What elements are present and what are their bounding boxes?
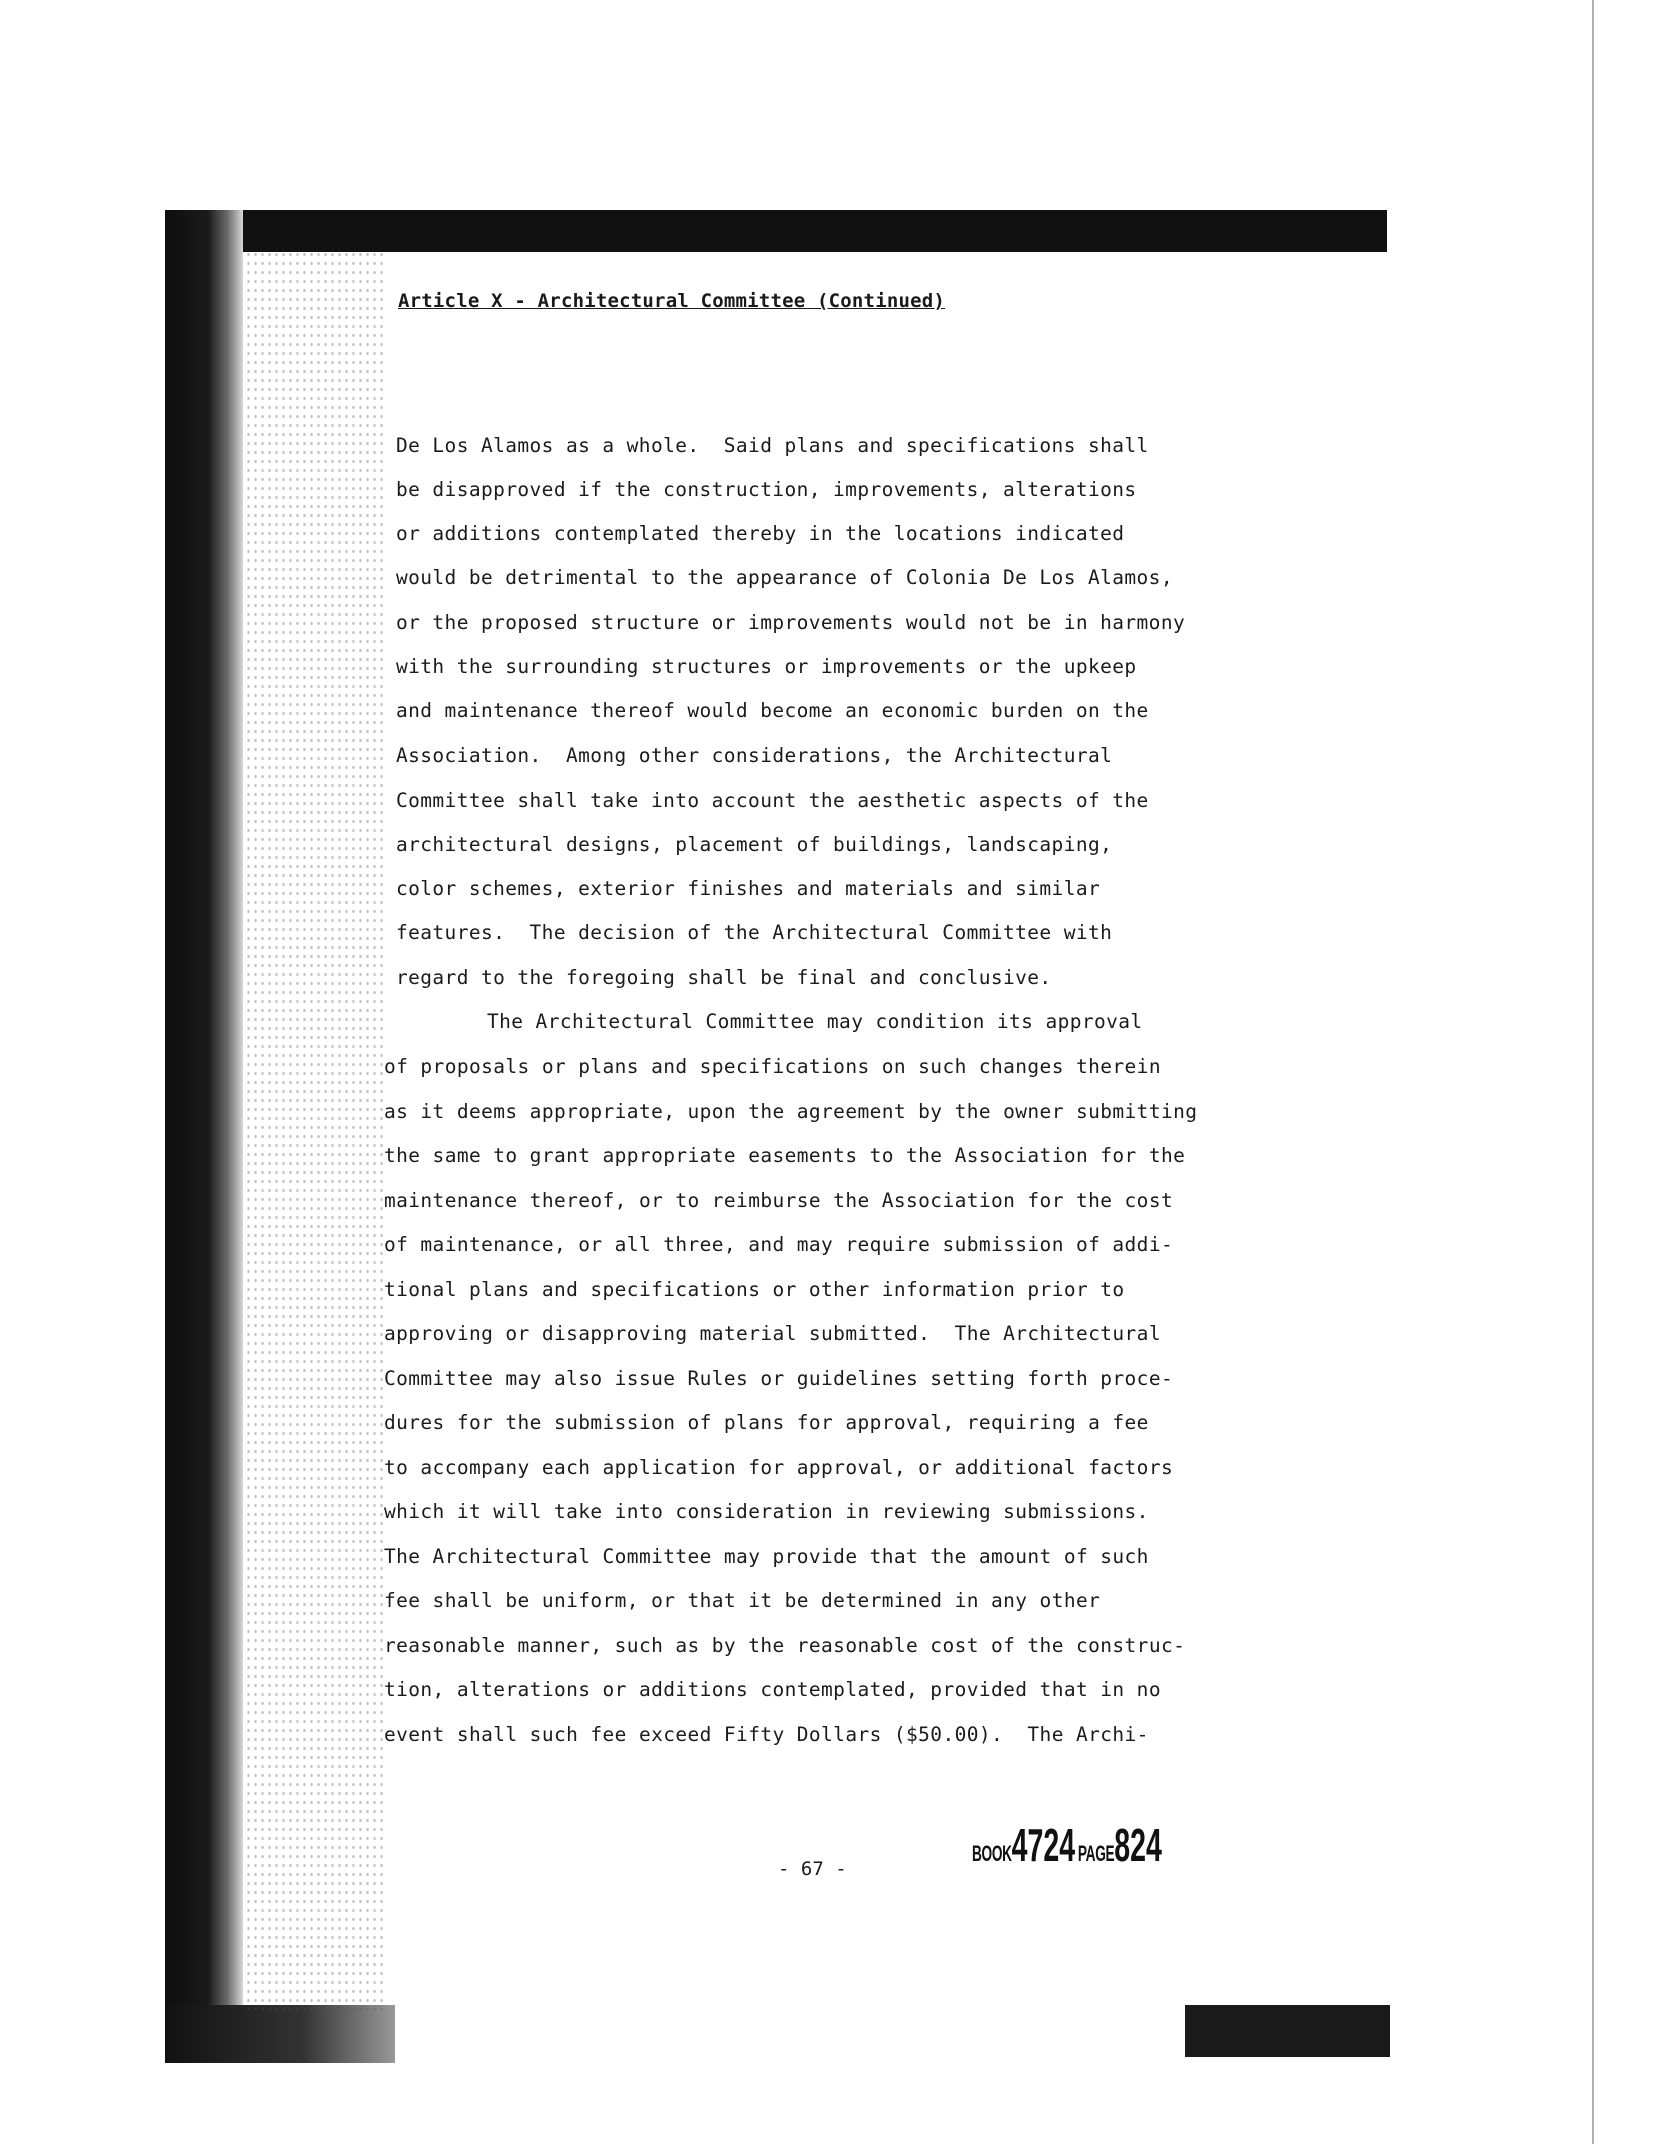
text-line: reasonable manner, such as by the reasonable cost of the construc- [384, 1634, 1186, 1657]
text-line: of proposals or plans and specifications on such changes therein [384, 1055, 1161, 1078]
text-line: the same to grant appropriate easements to the Association for the [384, 1144, 1186, 1167]
text-line: Association. Among other considerations, the Architectural [396, 744, 1113, 767]
text-line: regard to the foregoing shall be final and conclusive. [396, 966, 1052, 989]
text-line: tional plans and specifications or other information prior to [384, 1278, 1125, 1301]
text-line: maintenance thereof, or to reimburse the Association for the cost [384, 1189, 1174, 1212]
text-line: fee shall be uniform, or that it be determined in any other [384, 1589, 1101, 1612]
text-line: Committee shall take into account the aesthetic aspects of the [396, 789, 1149, 812]
text-line: tion, alterations or additions contemplated, provided that in no [384, 1678, 1161, 1701]
text-line: event shall such fee exceed Fifty Dollars ($50.00). The Archi- [384, 1723, 1149, 1746]
text-line: dures for the submission of plans for approval, requiring a fee [384, 1411, 1149, 1434]
text-line: to accompany each application for approval, or additional factors [384, 1456, 1174, 1479]
text-line: as it deems appropriate, upon the agreement by the owner submitting [384, 1100, 1198, 1123]
stamp-page-number: 824 [1114, 1819, 1162, 1871]
stamp-page-label: PAGE [1077, 1841, 1115, 1866]
text-line: or additions contemplated thereby in the locations indicated [396, 522, 1125, 545]
text-line: approving or disapproving material submitted. The Architectural [384, 1322, 1161, 1345]
stamp-book-label: BOOK [972, 1841, 1012, 1866]
text-line: and maintenance thereof would become an economic burden on the [396, 699, 1149, 722]
stamp-book-number: 4724 [1011, 1819, 1076, 1871]
text-line: features. The decision of the Architectural Committee with [396, 921, 1113, 944]
text-line: De Los Alamos as a whole. Said plans and specifications shall [396, 434, 1149, 457]
article-heading: Article X - Architectural Committee (Continued) [398, 290, 946, 312]
recording-stamp [972, 1818, 1162, 1872]
page-number: - 67 - [778, 1858, 847, 1880]
text-line: architectural designs, placement of buildings, landscaping, [396, 833, 1113, 856]
text-line: or the proposed structure or improvements would not be in harmony [396, 611, 1186, 634]
text-line: be disapproved if the construction, improvements, alterations [396, 478, 1137, 501]
text-line: color schemes, exterior finishes and materials and similar [396, 877, 1101, 900]
text-line: with the surrounding structures or improvements or the upkeep [396, 655, 1137, 678]
text-line: Committee may also issue Rules or guidelines setting forth proce- [384, 1367, 1174, 1390]
text-line: which it will take into consideration in reviewing submissions. [384, 1500, 1149, 1523]
text-line: of maintenance, or all three, and may require submission of addi- [384, 1233, 1174, 1256]
text-line: The Architectural Committee may provide that the amount of such [384, 1545, 1149, 1568]
text-line: The Architectural Committee may condition its approval [487, 1010, 1143, 1033]
text-line: would be detrimental to the appearance of Colonia De Los Alamos, [396, 566, 1173, 589]
